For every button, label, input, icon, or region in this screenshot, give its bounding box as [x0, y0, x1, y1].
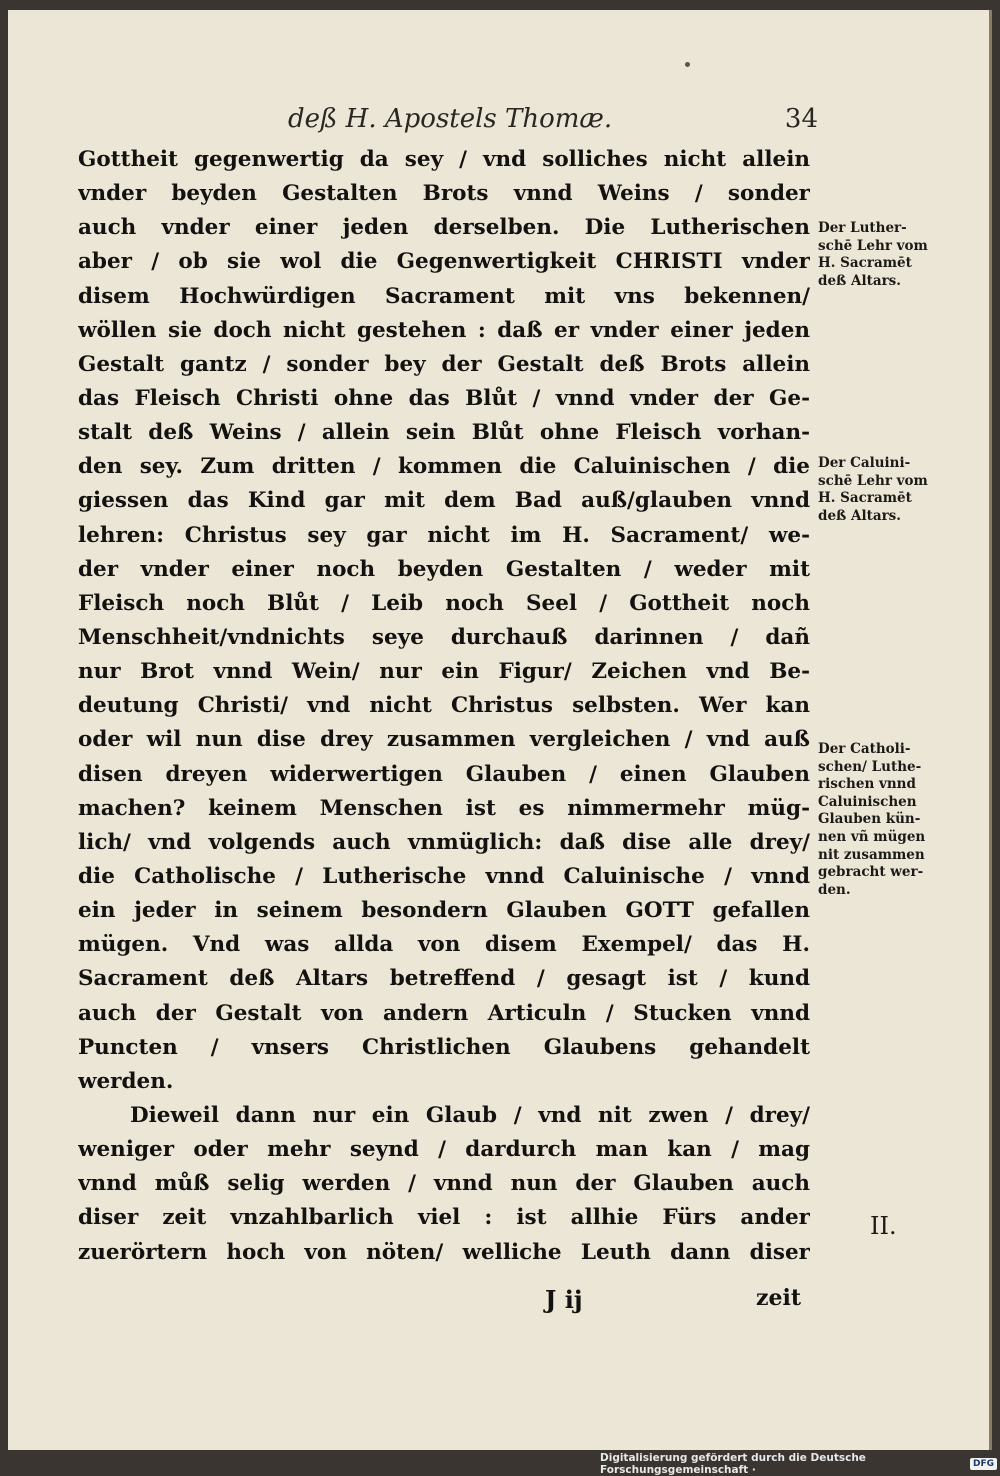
page-number: 34 [784, 104, 818, 134]
dfg-logo: DFG [970, 1458, 997, 1470]
text-line: Menschheit/vndnichts seye durchauß darinnen / dañ [78, 624, 810, 650]
text-line: aber / ob sie wol die Gegenwertigkeit CHRISTI vnder [78, 249, 810, 275]
footer-credit: Digitalisierung gefördert durch die Deutsche Forschungsgemeinschaft · [600, 1452, 866, 1476]
text-line: lehren: Christus sey gar nicht im H. Sacrament/ we- [78, 522, 810, 548]
text-line: disem Hochwürdigen Sacrament mit vns bekennen/ [78, 283, 810, 309]
text-line: Dieweil dann nur ein Glaub / vnd nit zwen / drey/ [130, 1102, 810, 1128]
margin-note-line: Der Catholi- [818, 741, 911, 757]
text-line: giessen das Kind gar mit dem Bad auß/glauben vnnd [78, 488, 810, 514]
text-line: zuerörtern hoch von nöten/ welliche Leuth dann diser [78, 1239, 810, 1265]
margin-note-line: deß Altars. [818, 272, 901, 289]
text-line: wöllen sie doch nicht gestehen : daß er vnder einer jeden [78, 317, 810, 343]
text-line: vnnd můß selig werden / vnnd nun der Glauben auch [78, 1171, 810, 1197]
text-line: stalt deß Weins / allein sein Blůt ohne Fleisch vorhan- [78, 420, 810, 446]
text-line: weniger oder mehr seynd / dardurch man kan / mag [78, 1137, 810, 1163]
text-line: Sacrament deß Altars betreffend / gesagt ist / kund [78, 966, 810, 992]
text-line: oder wil nun dise drey zusammen vergleichen / vnd auß [78, 727, 810, 753]
margin-note-line: rischen vnnd [818, 776, 916, 793]
margin-note-line: den. [818, 881, 851, 898]
text-line: die Catholische / Lutherische vnnd Caluinische / vnnd [78, 863, 810, 889]
signature-mark: J ij [545, 1285, 583, 1314]
text-line: deutung Christi/ vnd nicht Christus selbsten. Wer kan [78, 693, 810, 719]
text-line: Puncten / vnsers Christlichen Glaubens gehandelt [78, 1034, 810, 1060]
text-line: diser zeit vnzahlbarlich viel : ist allhie Fürs ander [78, 1205, 810, 1231]
text-line: lich/ vnd volgends auch vnmüglich: daß dise alle drey/ [78, 829, 810, 855]
margin-note-line: Caluinischen [818, 793, 917, 810]
margin-note-line: schē Lehr vom [818, 472, 928, 489]
section-number: II. [870, 1212, 897, 1240]
margin-note-line: H. Sacramēt [818, 255, 912, 272]
digitization-footer [600, 1454, 997, 1474]
margin-note-line: gebracht wer- [818, 864, 924, 881]
margin-note-line: Der Luther- [818, 220, 907, 236]
catchword: zeit [756, 1285, 802, 1311]
text-line: vnder beyden Gestalten Brots vnnd Weins / sonder [78, 181, 810, 207]
margin-note-line: Der Caluini- [818, 455, 911, 471]
margin-note-lutheran [818, 220, 960, 290]
page-content [8, 10, 989, 1450]
text-line: werden. [78, 1068, 174, 1094]
text-line: Gestalt gantz / sonder bey der Gestalt deß Brots allein [78, 351, 810, 377]
margin-note-line: H. Sacramēt [818, 490, 912, 507]
text-line: Fleisch noch Blůt / Leib noch Seel / Gottheit noch [78, 590, 810, 616]
margin-note-catholic-lutheran-calvinist [818, 741, 960, 899]
text-line: ein jeder in seinem besondern Glauben GOTT gefallen [78, 898, 810, 924]
margin-note-line: nit zusammen [818, 846, 925, 863]
margin-note-line: nen vñ mügen [818, 828, 926, 845]
margin-note-line: schē Lehr vom [818, 237, 928, 254]
text-line: machen? keinem Menschen ist es nimmermehr müg- [78, 795, 810, 821]
margin-note-calvinist [818, 455, 960, 525]
running-title: deß H. Apostels Thomæ. [288, 104, 613, 134]
margin-note-line: Glauben kün- [818, 811, 921, 828]
text-line: das Fleisch Christi ohne das Blůt / vnnd vnder der Ge- [78, 385, 810, 411]
text-line: Gottheit gegenwertig da sey / vnd solliches nicht allein [78, 147, 810, 172]
text-line: auch der Gestalt von andern Articuln / Stucken vnnd [78, 1000, 810, 1026]
text-line: auch vnder einer jeden derselben. Die Lutherischen [78, 215, 810, 241]
book-page [8, 10, 992, 1450]
text-line: nur Brot vnnd Wein/ nur ein Figur/ Zeichen vnd Be- [78, 659, 810, 685]
text-line: den sey. Zum dritten / kommen die Caluinischen / die [78, 454, 810, 480]
ink-speck [685, 62, 690, 67]
text-line: der vnder einer noch beyden Gestalten / weder mit [78, 556, 810, 582]
text-line: mügen. Vnd was allda von disem Exempel/ das H. [78, 932, 810, 958]
margin-note-line: schen/ Luthe- [818, 758, 922, 775]
body-text [78, 143, 810, 1270]
text-line: disen dreyen widerwertigen Glauben / einen Glauben [78, 761, 810, 787]
margin-note-line: deß Altars. [818, 507, 901, 524]
